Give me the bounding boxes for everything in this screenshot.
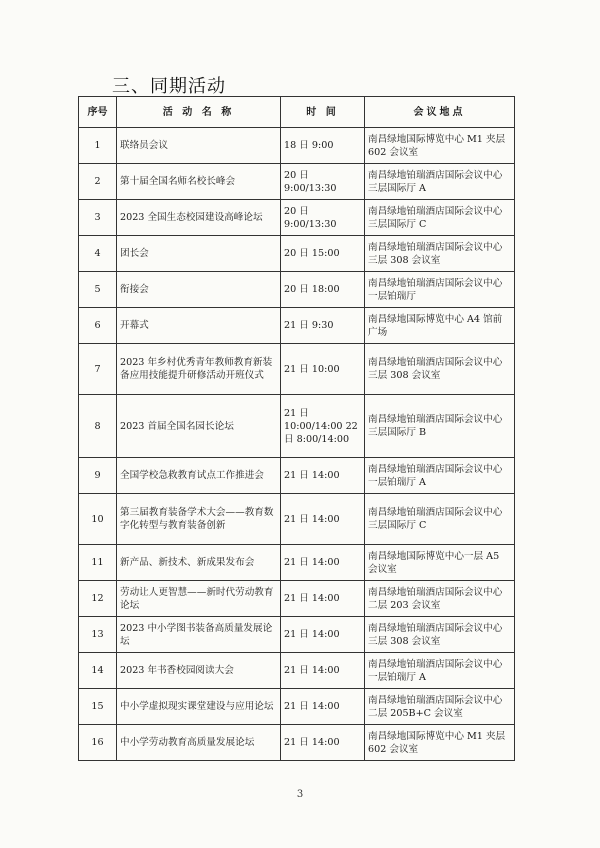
activity-venue: 南昌绿地国际博览中心 M1 夹层 602 会议室 [365, 128, 515, 164]
page-number: 3 [296, 789, 304, 800]
table-row [79, 653, 515, 689]
activity-venue: 南昌绿地铂瑞酒店国际会议中心一层铂瑞厅 A [365, 653, 515, 689]
activity-venue: 南昌绿地国际博览中心 A4 馆前广场 [365, 308, 515, 344]
row-number: 15 [79, 689, 117, 725]
row-number: 3 [79, 200, 117, 236]
row-number: 11 [79, 545, 117, 581]
activity-time: 21 日 14:00 [281, 653, 365, 689]
activity-name: 劳动让人更智慧——新时代劳动教育论坛 [117, 581, 281, 617]
activity-time: 21 日 14:00 [281, 494, 365, 545]
activity-name: 第三届教育装备学术大会——教育数字化转型与教育装备创新 [117, 494, 281, 545]
activity-name: 第十届全国名师名校长峰会 [117, 164, 281, 200]
table-row [79, 308, 515, 344]
activity-time: 21 日 14:00 [281, 689, 365, 725]
header-number: 序号 [79, 97, 117, 128]
activity-time: 20 日 18:00 [281, 272, 365, 308]
table-header-row [79, 97, 515, 128]
row-number: 6 [79, 308, 117, 344]
table-row [79, 689, 515, 725]
table-row [79, 617, 515, 653]
activity-venue: 南昌绿地铂瑞酒店国际会议中心三层 308 会议室 [365, 236, 515, 272]
activity-venue: 南昌绿地铂瑞酒店国际会议中心三层国际厅 B [365, 395, 515, 458]
row-number: 12 [79, 581, 117, 617]
activity-name: 团长会 [117, 236, 281, 272]
activity-time: 21 日 14:00 [281, 458, 365, 494]
activity-venue: 南昌绿地国际博览中心一层 A5 会议室 [365, 545, 515, 581]
table-row [79, 200, 515, 236]
row-number: 14 [79, 653, 117, 689]
activity-time: 20 日 9:00/13:30 [281, 164, 365, 200]
table-row [79, 545, 515, 581]
activity-name: 2023 首届全国名园长论坛 [117, 395, 281, 458]
table-row [79, 128, 515, 164]
activity-name: 新产品、新技术、新成果发布会 [117, 545, 281, 581]
activity-venue: 南昌绿地铂瑞酒店国际会议中心一层铂瑞厅 [365, 272, 515, 308]
row-number: 5 [79, 272, 117, 308]
table-row [79, 272, 515, 308]
row-number: 7 [79, 344, 117, 395]
activity-venue: 南昌绿地国际博览中心 M1 夹层 602 会议室 [365, 725, 515, 761]
activity-time: 21 日 14:00 [281, 725, 365, 761]
table-row [79, 164, 515, 200]
table-row [79, 395, 515, 458]
table-row [79, 581, 515, 617]
row-number: 2 [79, 164, 117, 200]
activity-time: 20 日 15:00 [281, 236, 365, 272]
activity-time: 20 日 9:00/13:30 [281, 200, 365, 236]
row-number: 4 [79, 236, 117, 272]
activity-time: 21 日 14:00 [281, 581, 365, 617]
activity-venue: 南昌绿地铂瑞酒店国际会议中心三层 308 会议室 [365, 617, 515, 653]
activity-venue: 南昌绿地铂瑞酒店国际会议中心三层国际厅 C [365, 494, 515, 545]
activity-name: 2023 年乡村优秀青年教师教育新装备应用技能提升研修活动开班仪式 [117, 344, 281, 395]
row-number: 10 [79, 494, 117, 545]
activity-name: 联络员会议 [117, 128, 281, 164]
header-activity-name: 活 动 名 称 [117, 97, 281, 128]
activity-name: 2023 中小学图书装备高质量发展论坛 [117, 617, 281, 653]
row-number: 9 [79, 458, 117, 494]
activity-venue: 南昌绿地铂瑞酒店国际会议中心三层国际厅 C [365, 200, 515, 236]
row-number: 8 [79, 395, 117, 458]
activity-time: 18 日 9:00 [281, 128, 365, 164]
table-row [79, 344, 515, 395]
header-venue: 会议地点 [365, 97, 515, 128]
row-number: 1 [79, 128, 117, 164]
row-number: 16 [79, 725, 117, 761]
table-row [79, 494, 515, 545]
activity-venue: 南昌绿地铂瑞酒店国际会议中心二层 203 会议室 [365, 581, 515, 617]
activity-time: 21 日 14:00 [281, 545, 365, 581]
activity-venue: 南昌绿地铂瑞酒店国际会议中心三层国际厅 A [365, 164, 515, 200]
section-title: 三、同期活动 [112, 76, 226, 97]
activity-name: 开幕式 [117, 308, 281, 344]
activity-venue: 南昌绿地铂瑞酒店国际会议中心二层 205B+C 会议室 [365, 689, 515, 725]
activity-name: 衔接会 [117, 272, 281, 308]
table-row [79, 725, 515, 761]
header-time: 时 间 [281, 97, 365, 128]
activity-name: 中小学劳动教育高质量发展论坛 [117, 725, 281, 761]
activity-name: 2023 全国生态校园建设高峰论坛 [117, 200, 281, 236]
activity-time: 21 日 9:30 [281, 308, 365, 344]
activities-table [78, 96, 515, 761]
activity-name: 中小学虚拟现实课堂建设与应用论坛 [117, 689, 281, 725]
row-number: 13 [79, 617, 117, 653]
activity-time: 21 日 14:00 [281, 617, 365, 653]
activity-venue: 南昌绿地铂瑞酒店国际会议中心三层 308 会议室 [365, 344, 515, 395]
activity-time: 21 日 10:00/14:00 22 日 8:00/14:00 [281, 395, 365, 458]
table-row [79, 458, 515, 494]
activity-time: 21 日 10:00 [281, 344, 365, 395]
activity-venue: 南昌绿地铂瑞酒店国际会议中心一层铂瑞厅 A [365, 458, 515, 494]
table-row [79, 236, 515, 272]
activity-name: 全国学校急救教育试点工作推进会 [117, 458, 281, 494]
activity-name: 2023 年书香校园阅读大会 [117, 653, 281, 689]
